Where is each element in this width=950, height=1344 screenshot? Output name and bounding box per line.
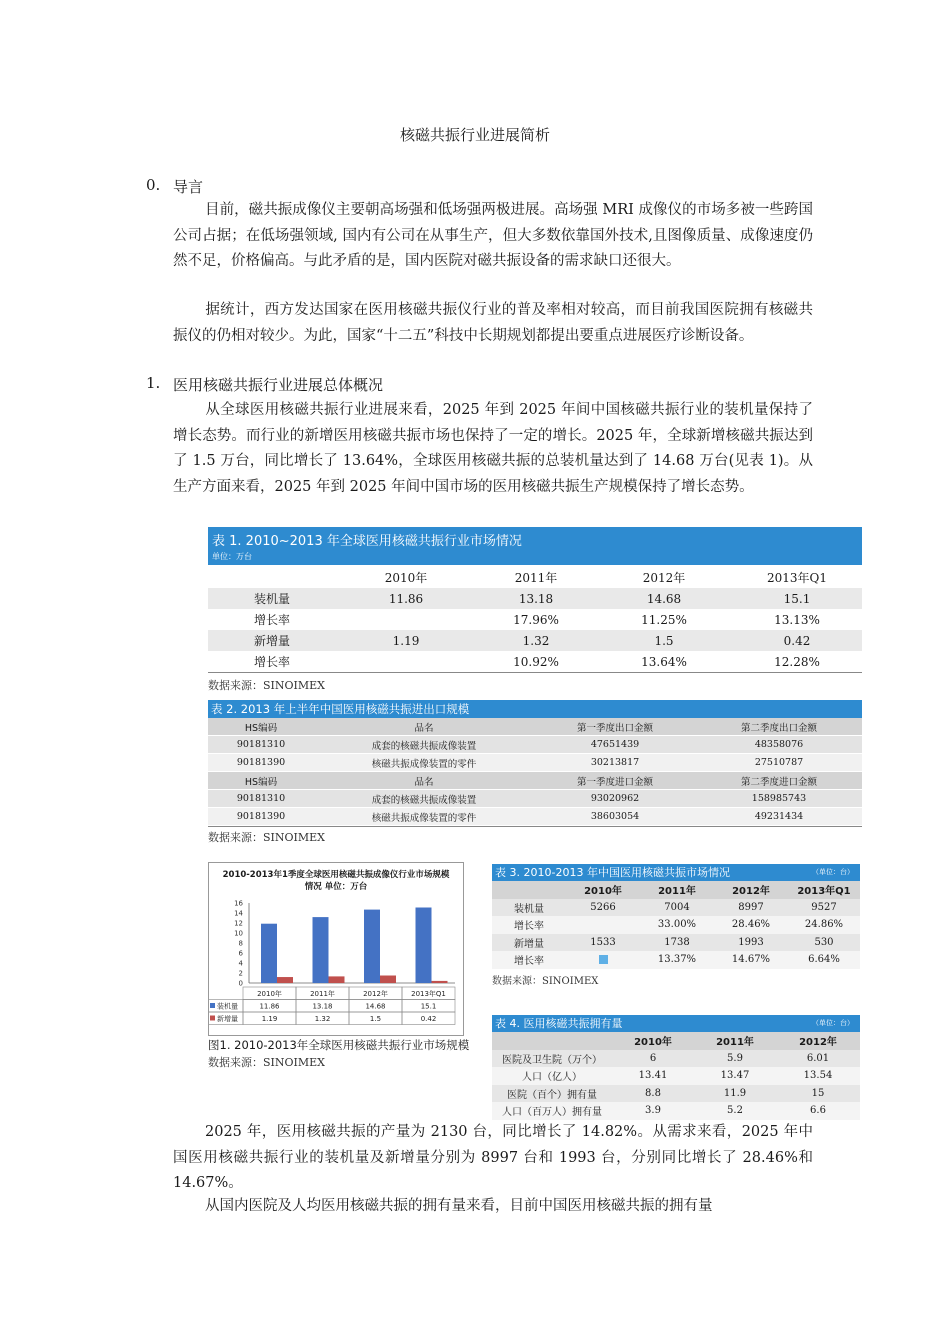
y-tick-label: 16 [234, 899, 243, 908]
legend-label: 装机量 [217, 1002, 238, 1011]
table-row [492, 951, 860, 969]
table-row [208, 772, 862, 790]
table-cell: 90181390 [208, 808, 314, 826]
table-cell: 成套的核磁共振成像装置 [314, 736, 534, 754]
table-cell: 2011年 [640, 881, 714, 899]
table-cell [492, 881, 566, 899]
table-cell: 33.00% [640, 916, 714, 934]
y-tick-label: 14 [234, 909, 243, 918]
x-tick-label: 2011年 [310, 990, 335, 998]
table-cell: 2012年 [714, 881, 788, 899]
table-3-unit: （单位：台） [812, 868, 854, 876]
table-cell: 6.01 [776, 1050, 860, 1068]
table-row [492, 1102, 860, 1120]
data-label: 0.42 [420, 1015, 437, 1023]
table-cell: 医院（百个）拥有量 [492, 1085, 612, 1103]
table-row [492, 934, 860, 952]
x-tick-label: 2010年 [257, 990, 282, 998]
table-cell: 2013年Q1 [788, 881, 860, 899]
table-cell: 93020962 [534, 790, 696, 808]
table-cell: 48358076 [696, 736, 862, 754]
legend-swatch [210, 1003, 215, 1008]
table-3-grid [492, 881, 860, 969]
table-3-header-bar [492, 864, 860, 881]
data-label: 11.86 [259, 1002, 280, 1011]
table-cell [566, 916, 640, 934]
y-tick-label: 12 [234, 919, 243, 928]
table-cell: 27510787 [696, 754, 862, 772]
table-cell: 90181310 [208, 790, 314, 808]
table-cell: 13.47 [694, 1067, 776, 1085]
section-number: 0. [146, 176, 161, 194]
table-4-unit: （单位：台） [812, 1019, 854, 1027]
bar-installed [261, 924, 277, 983]
chart-plot [209, 863, 463, 1035]
table-cell: 第一季度出口金额 [534, 718, 696, 736]
y-tick-label: 0 [238, 979, 243, 988]
bar-installed [364, 910, 380, 983]
table-cell: 13.18 [476, 588, 596, 609]
paragraph-3 [173, 398, 813, 500]
y-tick-label: 4 [238, 959, 243, 968]
table-cell: 1993 [714, 934, 788, 952]
table-2 [208, 700, 862, 845]
table-cell: 2013年Q1 [766, 571, 827, 585]
bar-installed [416, 908, 432, 984]
table-cell: 2011年 [694, 1032, 776, 1050]
table-cell: 6 [612, 1050, 694, 1068]
table-4-grid [492, 1032, 860, 1120]
table-row [492, 1067, 860, 1085]
table-cell: 38603054 [534, 808, 696, 826]
blue-square-icon [599, 955, 608, 964]
table-cell: 5.2 [694, 1102, 776, 1120]
table-3-title: 表 3. 2010-2013 年中国医用核磁共振市场情况 [495, 866, 730, 879]
table-1 [208, 527, 862, 693]
table-cell: 17.96% [513, 612, 559, 627]
paragraph-1-text: 目前，磁共振成像仪主要朝高场强和低场强两极进展。高场强 MRI 成像仪的市场多被一些跨国公司占据；在低场强领域, 国内有公司在从事生产，但大多数依靠国外技术,且图像质量、成像速度仍然不足，价格偏高。与此矛盾的是，国内医院对磁共振设备的需求缺口还很大。 [173, 202, 813, 269]
data-label: 13.18 [312, 1002, 333, 1011]
table-1-title: 表 1. 2010~2013 年全球医用核磁共振行业市场情况 [212, 534, 522, 549]
table-cell: 11.9 [694, 1085, 776, 1103]
table-row [492, 1085, 860, 1103]
table-row [208, 718, 862, 736]
table-cell: 2012年 [776, 1032, 860, 1050]
table-row [208, 630, 862, 651]
table-cell: 1533 [566, 934, 640, 952]
table-cell: 2010年 [566, 881, 640, 899]
table-cell: HS编码 [208, 718, 314, 736]
table-cell: 15.1 [732, 588, 862, 609]
paragraph-3-text: 从全球医用核磁共振行业进展来看，2025 年到 2025 年间中国核磁共振行业的装机量保持了增长态势。而行业的新增医用核磁共振市场也保持了一定的增长。2025 年，全球新增核磁共振达到了 1.5 万台，同比增长了 13.64%，全球医用核磁共振的总装机量达到了 14.68 万台(见表 1)。从生产方面来看，2025 年到 2025 年间中国市场的医用核磁共振生产规模保持了增长态势。 [173, 402, 813, 495]
table-cell: 6.6 [776, 1102, 860, 1120]
figure-1-chart [208, 862, 464, 1036]
table-cell: 第一季度进口金额 [534, 772, 696, 790]
table-cell: 2010年 [612, 1032, 694, 1050]
table-cell: 10.92% [513, 654, 559, 669]
table-row [208, 736, 862, 754]
table-cell: 1738 [640, 934, 714, 952]
table-cell: 30213817 [534, 754, 696, 772]
x-tick-label: 2013年Q1 [411, 990, 446, 998]
table-cell: 增长率 [492, 951, 566, 969]
table-cell: 13.41 [612, 1067, 694, 1085]
table-row [492, 1032, 860, 1050]
bar-new [432, 981, 448, 983]
section-heading-intro [0, 176, 950, 198]
bar-installed [313, 917, 329, 983]
table-row [208, 790, 862, 808]
table-3-source: 数据来源：SINOIMEX [492, 975, 599, 987]
x-tick-label: 2012年 [363, 990, 388, 998]
table-2-title: 表 2. 2013 年上半年中国医用核磁共振进出口规模 [208, 700, 862, 718]
legend-swatch [210, 1016, 215, 1021]
table-cell: 14.67% [714, 951, 788, 969]
y-tick-label: 8 [238, 939, 243, 948]
table-row [208, 567, 862, 588]
table-cell: 6.64% [788, 951, 860, 969]
table-cell: 核磁共振成像装置的零件 [314, 808, 534, 826]
table-2-grid [208, 718, 862, 826]
paragraph-1 [173, 198, 813, 275]
data-label: 14.68 [365, 1002, 386, 1011]
data-label: 15.1 [420, 1002, 437, 1011]
table-cell: HS编码 [208, 772, 314, 790]
table-cell: 品名 [314, 772, 534, 790]
table-cell: 8.8 [612, 1085, 694, 1103]
table-row [208, 609, 862, 630]
table-cell: 2010年 [384, 571, 428, 585]
table-cell: 医院及卫生院（万个） [492, 1050, 612, 1068]
data-label: 1.32 [314, 1015, 331, 1023]
bar-new [277, 977, 293, 983]
table-row [208, 808, 862, 826]
table-2-source: 数据来源：SINOIMEX [208, 831, 325, 844]
legend-label: 新增量 [217, 1015, 238, 1023]
table-cell: 新增量 [492, 934, 566, 952]
table-1-grid [208, 567, 862, 672]
document-title: 核磁共振行业进展简析 [399, 126, 550, 144]
table-cell: 人口（百万人）拥有量 [492, 1102, 612, 1120]
table-cell: 第二季度出口金额 [696, 718, 862, 736]
table-cell: 8997 [714, 899, 788, 917]
figure-1-caption: 图1. 2010-2013年全球医用核磁共振行业市场规模 [208, 1038, 470, 1052]
table-cell: 装机量 [208, 588, 336, 609]
table-cell: 14.68 [596, 588, 732, 609]
table-1-unit: 单位：万台 [212, 552, 252, 561]
table-cell [492, 1032, 612, 1050]
section-heading-overview [0, 374, 950, 396]
table-cell: 2011年 [514, 571, 558, 585]
table-cell: 9527 [788, 899, 860, 917]
table-cell [336, 609, 476, 630]
table-cell: 90181310 [208, 736, 314, 754]
paragraph-5 [173, 1194, 813, 1220]
paragraph-2-text: 据统计，西方发达国家在医用核磁共振仪行业的普及率相对较高，而目前我国医院拥有核磁共振仪的仍相对较少。为此，国家“十二五”科技中长期规划都提出要重点进展医疗诊断设备。 [173, 302, 813, 344]
section-title: 医用核磁共振行业进展总体概况 [173, 376, 384, 394]
table-3 [492, 864, 860, 987]
table-4-title: 表 4. 医用核磁共振拥有量 [495, 1017, 623, 1030]
table-cell: 品名 [314, 718, 534, 736]
table-cell: 第二季度进口金额 [696, 772, 862, 790]
table-cell: 0.42 [732, 630, 862, 651]
table-cell: 1.32 [476, 630, 596, 651]
data-label: 1.5 [369, 1015, 382, 1023]
table-cell: 增长率 [253, 613, 290, 627]
table-cell: 28.46% [714, 916, 788, 934]
table-cell: 13.64% [641, 654, 687, 669]
table-cell [208, 567, 336, 588]
data-label: 1.19 [261, 1015, 278, 1023]
paragraph-4-text: 2025 年，医用核磁共振的产量为 2130 台，同比增长了 14.82%。从需求来看，2025 年中国医用核磁共振行业的装机量及新增量分别为 8997 台和 1993 台，分别同比增长了 28.46%和 14.67%。 [173, 1124, 813, 1191]
table-4 [492, 1015, 860, 1120]
bar-new [329, 976, 345, 983]
table-cell: 49231434 [696, 808, 862, 826]
table-cell: 530 [788, 934, 860, 952]
table-cell: 新增量 [208, 630, 336, 651]
table-cell: 47651439 [534, 736, 696, 754]
y-tick-label: 10 [234, 929, 243, 938]
table-cell: 11.25% [641, 612, 687, 627]
table-cell: 24.86% [788, 916, 860, 934]
table-cell: 158985743 [696, 790, 862, 808]
table-row [208, 651, 862, 672]
table-cell: 5.9 [694, 1050, 776, 1068]
section-number: 1. [146, 374, 161, 392]
table-4-header-bar [492, 1015, 860, 1032]
table-cell: 1.19 [336, 630, 476, 651]
table-row [492, 916, 860, 934]
y-tick-label: 2 [238, 969, 243, 978]
table-cell: 装机量 [492, 899, 566, 917]
table-row [492, 881, 860, 899]
table-cell: 5266 [566, 899, 640, 917]
table-cell [336, 651, 476, 672]
chart-title: 2010-2013年1季度全球医用核磁共振成像仪行业市场规模情况 单位：万台 [222, 870, 450, 892]
table-cell: 15 [776, 1085, 860, 1103]
table-cell: 11.86 [336, 588, 476, 609]
table-cell: 12.28% [774, 654, 820, 669]
table-cell: 增长率 [492, 916, 566, 934]
table-cell: 增长率 [253, 655, 290, 669]
table-1-source: 数据来源：SINOIMEX [208, 679, 325, 692]
table-cell: 核磁共振成像装置的零件 [314, 754, 534, 772]
section-title: 导言 [173, 178, 204, 196]
table-cell: 成套的核磁共振成像装置 [314, 790, 534, 808]
figure-1-source: 数据来源：SINOIMEX [208, 1056, 325, 1069]
table-cell: 13.37% [640, 951, 714, 969]
table-cell: 1.5 [596, 630, 732, 651]
table-cell: 7004 [640, 899, 714, 917]
table-cell: 13.13% [774, 612, 820, 627]
table-row [208, 588, 862, 609]
table-cell: 人口（亿人） [492, 1067, 612, 1085]
paragraph-2 [173, 298, 813, 349]
table-row [492, 1050, 860, 1068]
table-row [492, 899, 860, 917]
paragraph-5-text: 从国内医院及人均医用核磁共振的拥有量来看，目前中国医用核磁共振的拥有量 [205, 1198, 713, 1214]
table-1-header-bar [208, 527, 862, 565]
table-cell: 3.9 [612, 1102, 694, 1120]
table-cell: 13.54 [776, 1067, 860, 1085]
table-cell [566, 951, 640, 969]
table-row [208, 754, 862, 772]
y-tick-label: 6 [238, 949, 243, 958]
paragraph-4 [173, 1120, 813, 1197]
bar-new [380, 976, 396, 984]
table-cell: 90181390 [208, 754, 314, 772]
table-cell: 2012年 [642, 571, 686, 585]
